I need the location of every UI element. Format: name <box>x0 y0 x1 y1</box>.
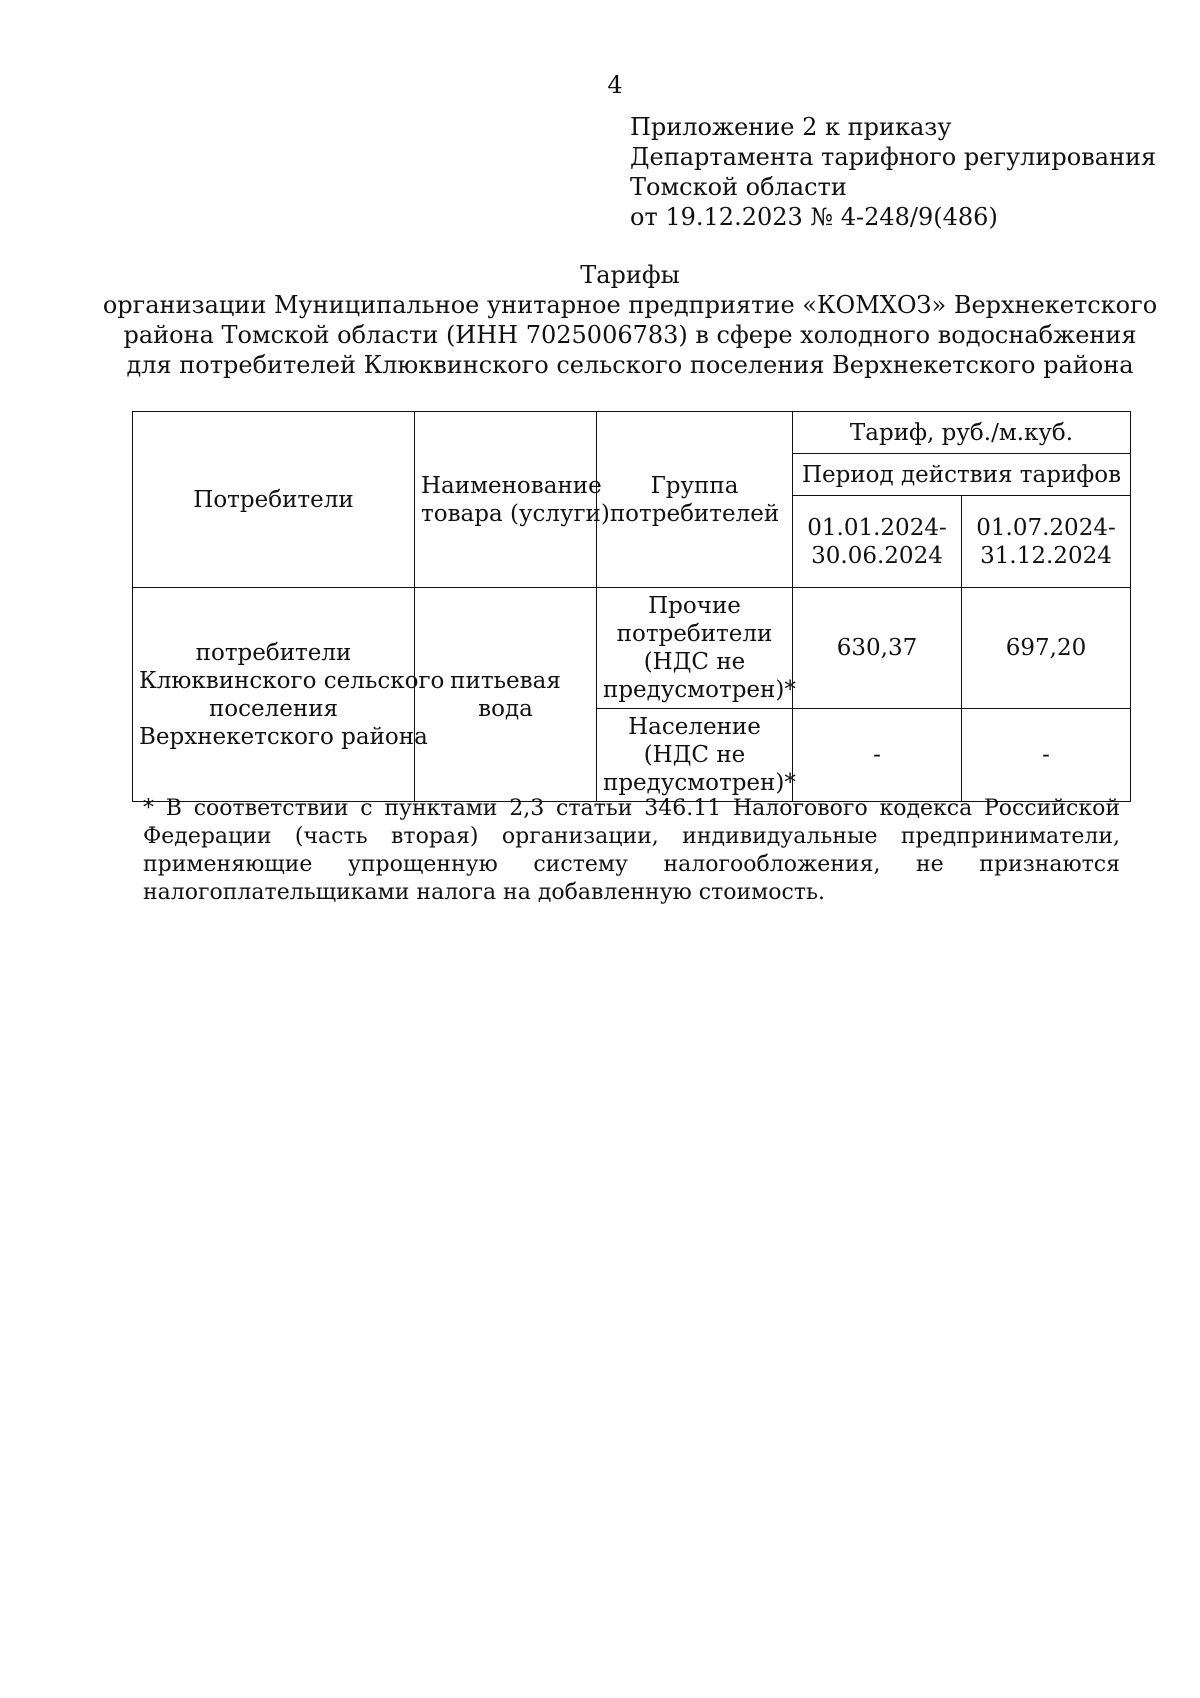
title-line: района Томской области (ИНН 7025006783) в сфере холодного водоснабжения <box>123 321 1137 349</box>
header-tariff <box>793 412 1131 454</box>
tariff-value: - <box>873 742 881 768</box>
period-2-start: 01.07.2024- <box>976 514 1116 541</box>
appendix-line: Департамента тарифного регулирования <box>630 143 1157 171</box>
tariff-value-cell <box>793 588 962 709</box>
product-text: питьевая вода <box>450 667 561 722</box>
header-group-label: Группа <box>650 472 739 499</box>
appendix-line: Томской области <box>630 173 847 201</box>
group-text: (НДС не <box>643 742 746 768</box>
header-period-1 <box>793 496 962 588</box>
period-1-end: 30.06.2024 <box>811 542 943 569</box>
appendix-header <box>630 112 1157 232</box>
group-text: Население <box>628 714 761 740</box>
header-period <box>793 454 1131 496</box>
consumer-text: Клюквинского сельского <box>139 667 445 694</box>
header-consumers-label: Потребители <box>193 486 354 513</box>
title-heading: Тарифы <box>580 261 680 289</box>
group-text: Прочие <box>648 593 741 619</box>
product-cell <box>415 588 597 802</box>
title-line: для потребителей Клюквинского сельского поселения Верхнекетского района <box>126 351 1134 379</box>
group-cell <box>597 709 796 802</box>
header-period-2 <box>962 496 1131 588</box>
group-text: предусмотрен)* <box>603 770 796 796</box>
page-number: 4 <box>607 71 623 99</box>
period-2-end: 31.12.2024 <box>980 542 1112 569</box>
appendix-line: от 19.12.2023 № 4-248/9(486) <box>630 203 998 231</box>
header-group-label: потребителей <box>609 500 780 527</box>
group-text: предусмотрен)* <box>603 677 796 703</box>
title-line: организации Муниципальное унитарное предприятие «КОМХОЗ» Верхнекетского <box>102 291 1158 319</box>
tariff-value: 697,20 <box>1005 635 1087 661</box>
consumer-cell <box>133 588 445 802</box>
header-consumers <box>133 412 415 588</box>
consumer-text: Верхнекетского района <box>139 723 428 750</box>
header-product-label: Наименование <box>421 472 602 499</box>
group-text: потребители <box>616 621 773 647</box>
consumer-text: потребители <box>195 639 352 666</box>
tariff-table <box>132 411 1131 802</box>
group-text: (НДС не <box>643 649 746 675</box>
footnote: * В соответствии с пунктами 2,3 статьи 346.11 Налогового кодекса Российской Федерации (часть вторая) организации, индивидуальные предприниматели, применяющие упрощенную систему налогообложения, не признаются налогоплательщиками налога на добавленную стоимость. <box>143 796 1120 905</box>
header-product <box>415 412 610 588</box>
document-title <box>100 260 1160 380</box>
appendix-line: Приложение 2 к приказу <box>630 113 952 141</box>
header-period-label: Период действия тарифов <box>801 461 1122 488</box>
tariff-value: - <box>1042 742 1050 768</box>
consumer-text: поселения <box>208 695 339 722</box>
tariff-value-cell <box>793 709 962 802</box>
table-row <box>133 588 1131 709</box>
period-1-start: 01.01.2024- <box>807 514 947 541</box>
group-cell <box>597 588 796 709</box>
header-tariff-label: Тариф, руб./м.куб. <box>849 419 1074 446</box>
tariff-value: 630,37 <box>836 635 918 661</box>
tariff-value-cell <box>962 709 1131 802</box>
header-product-label: товара (услуги) <box>421 500 610 527</box>
header-group <box>597 412 793 588</box>
tariff-value-cell <box>962 588 1131 709</box>
